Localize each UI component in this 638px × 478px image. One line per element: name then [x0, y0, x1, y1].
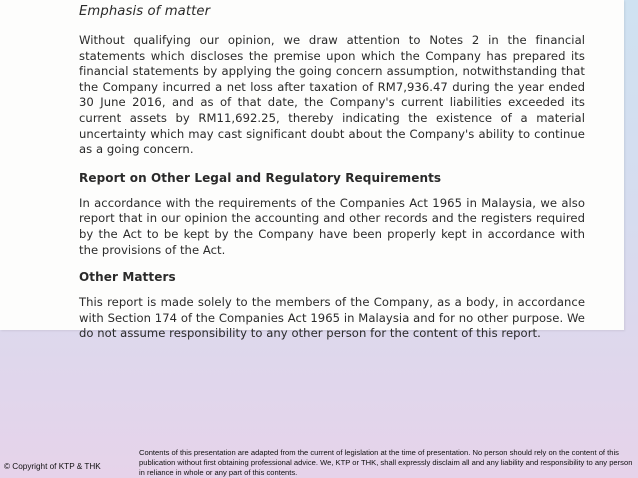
emphasis-of-matter-paragraph: Without qualifying our opinion, we draw attention to Notes 2 in the financial statements which discloses the premise upon which the Company has prepared its financial statements by applying the going concern assumption, notwithstanding that the Company incurred a net loss after taxation of RM7,936.47 during the year ended 30 June 2016, and as of that date, the Company's current liabilities exceeded its current assets by RM11,692.25, thereby indicating the existence of a material uncertainty which may cast significant doubt about the Company's ability to continue as a going concern.: [79, 33, 585, 157]
legal-requirements-heading: Report on Other Legal and Regulatory Requirements: [79, 170, 442, 185]
report-body: [79, 4, 585, 342]
emphasis-of-matter-heading: Emphasis of matter: [79, 4, 211, 19]
other-matters-paragraph: This report is made solely to the members of the Company, as a body, in accordance with Section 174 of the Companies Act 1965 in Malaysia and for no other purpose. We do not assume responsibility to any other person for the content of this report.: [79, 295, 585, 341]
disclaimer-text: Contents of this presentation are adapted from the current of legislation at the time of presentation. No person should rely on the content of this publication without first obtaining professional advice. We, KTP or THK, shall expressly disclaim all and any liability and responsibility to any person in reliance in whole or any part of this contents.: [139, 448, 633, 477]
copyright-notice: © Copyright of KTP & THK: [4, 462, 101, 471]
other-matters-heading: Other Matters: [79, 270, 176, 285]
legal-requirements-paragraph: In accordance with the requirements of the Companies Act 1965 in Malaysia, we also report that in our opinion the accounting and other records and the registers required by the Act to be kept by the Company have been properly kept in accordance with the provisions of the Act.: [79, 195, 585, 257]
